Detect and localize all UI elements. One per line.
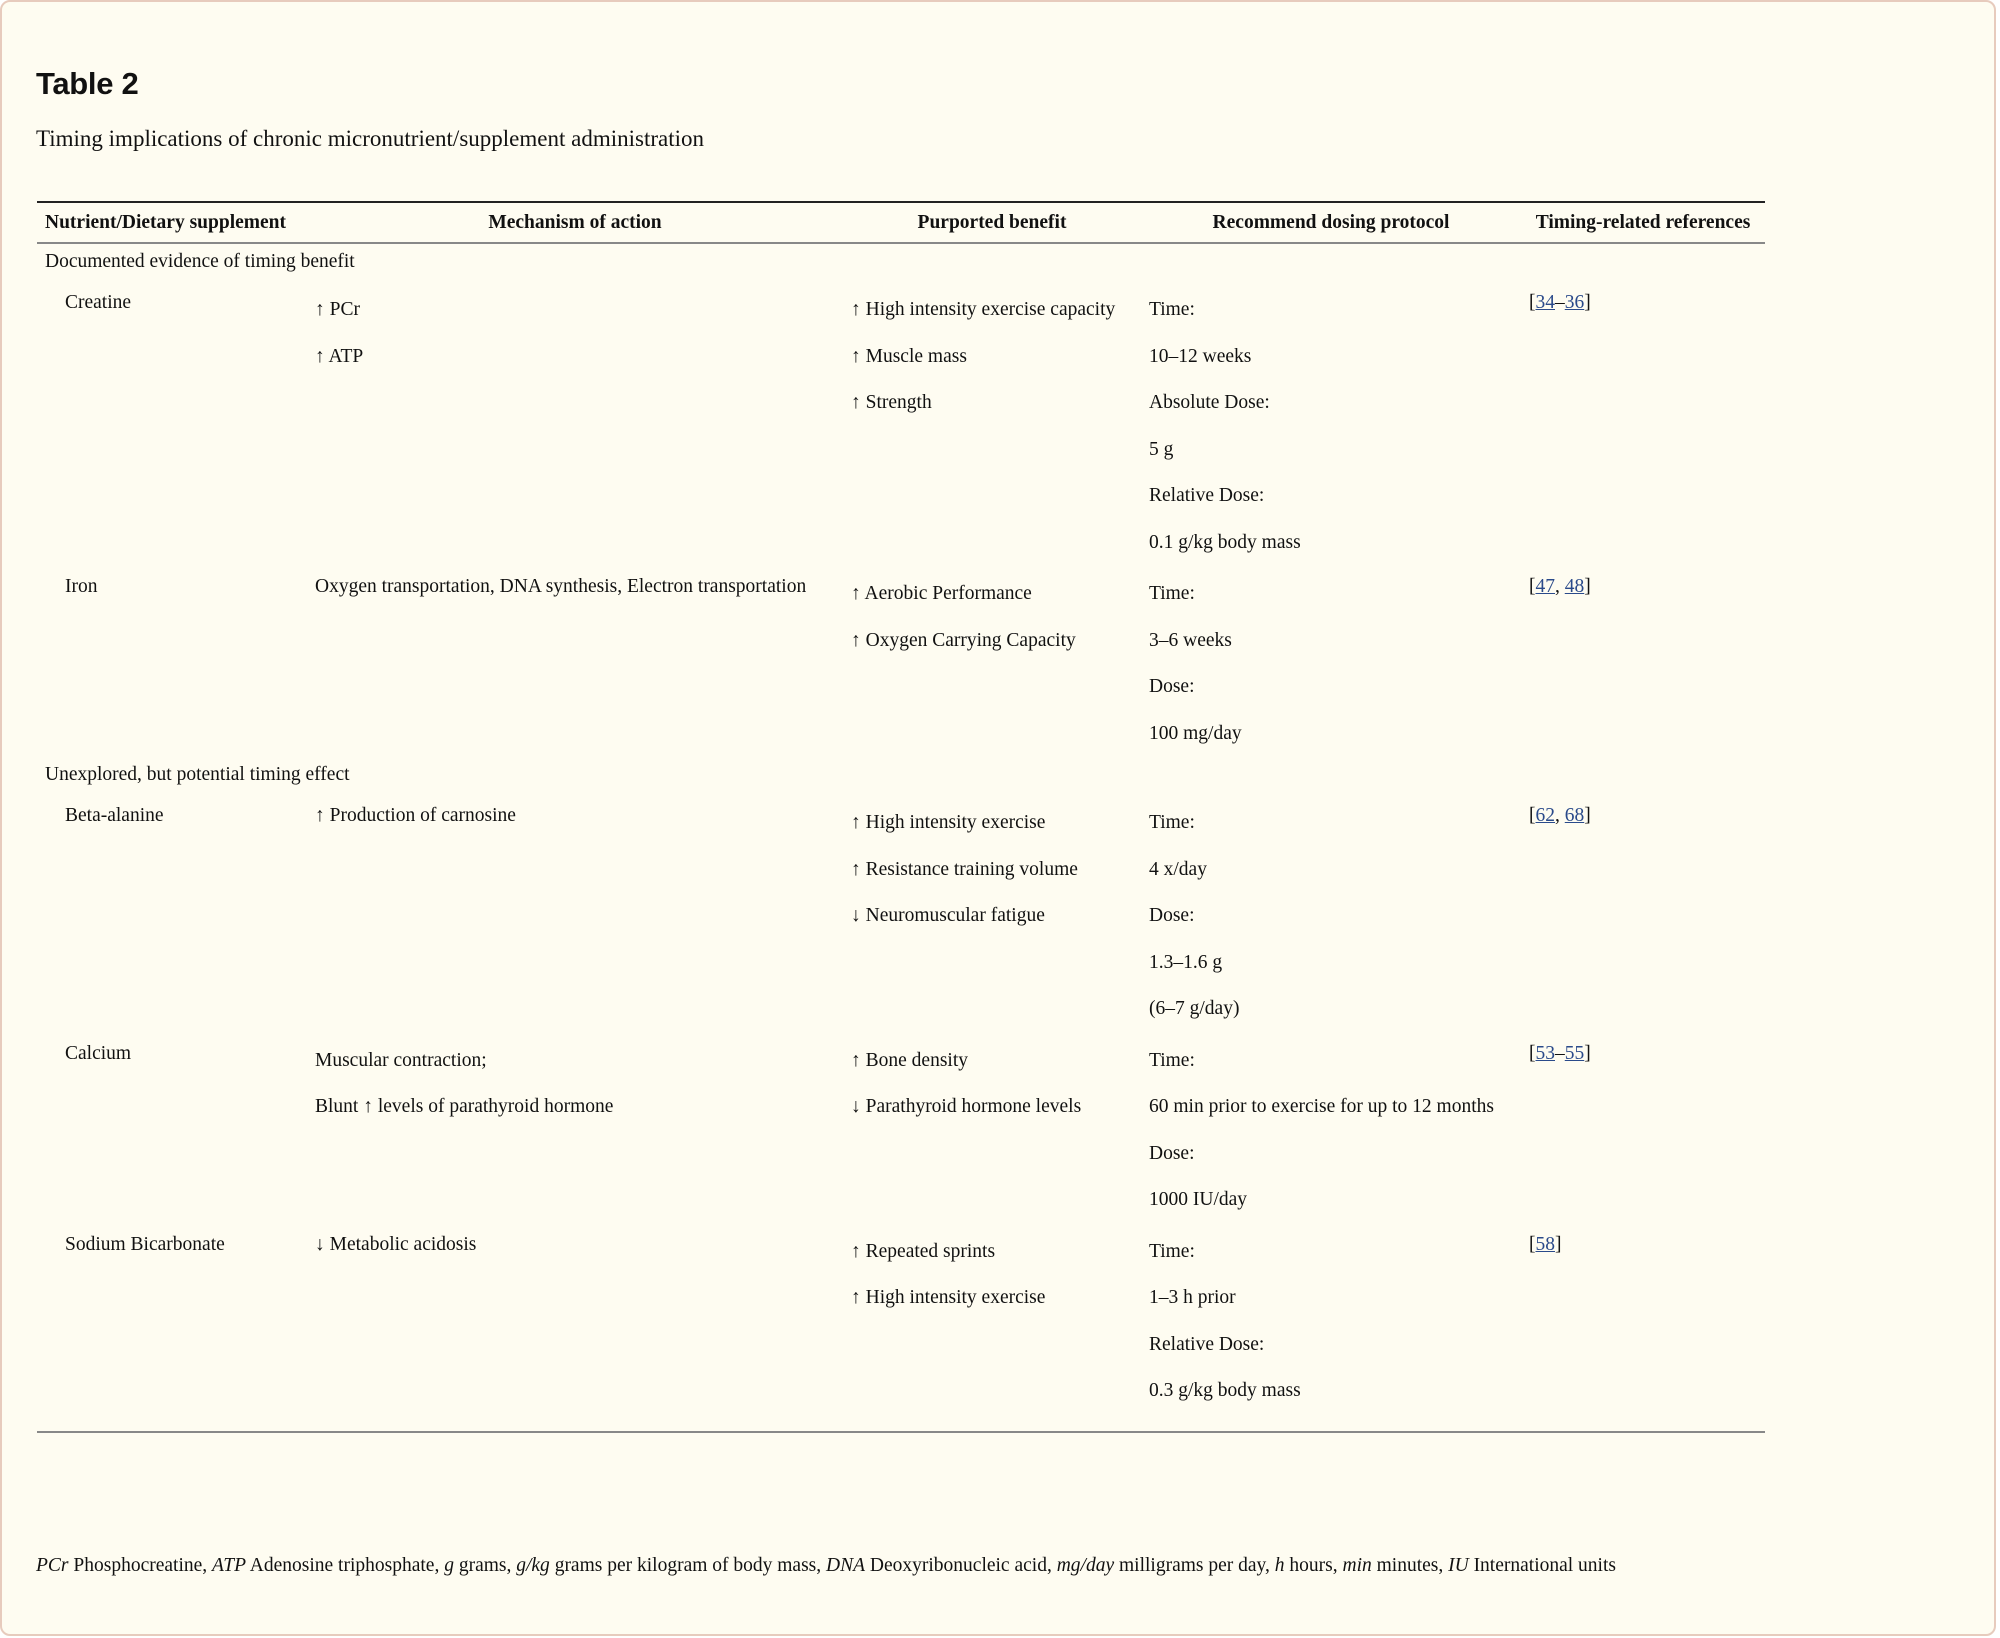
section-label: Documented evidence of timing benefit — [45, 251, 355, 272]
dosing-line: 1000 IU/day — [1149, 1189, 1248, 1210]
dosing-line: Dose: — [1149, 905, 1195, 926]
references-cell — [1521, 282, 1765, 566]
benefit-line: ↑ Repeated sprints — [851, 1240, 996, 1262]
col-header-mechanism: Mechanism of action — [488, 212, 662, 233]
section-label: Unexplored, but potential timing effect — [45, 764, 350, 785]
footnote-def: Deoxyribonucleic acid, — [865, 1555, 1057, 1576]
bracket: [ — [1529, 1042, 1536, 1064]
reference-link[interactable]: 58 — [1535, 1233, 1555, 1255]
mechanism-line: ↑ PCr — [315, 299, 360, 320]
separator: – — [1555, 292, 1565, 313]
footnote-abbr: g — [444, 1555, 454, 1576]
mechanism-cell — [307, 1033, 843, 1224]
benefit-line: ↓ Neuromuscular fatigue — [851, 905, 1045, 926]
references-cell — [1521, 795, 1765, 1033]
footnote-abbr: h — [1274, 1555, 1285, 1576]
bracket: ] — [1584, 805, 1591, 826]
table-row — [37, 282, 1765, 566]
nutrient-name: Sodium Bicarbonate — [65, 1233, 225, 1255]
bracket: [ — [1529, 292, 1536, 313]
references-cell — [1521, 1033, 1765, 1224]
mechanism-line: Blunt ↑ levels of parathyroid hormone — [315, 1096, 614, 1117]
table-row — [37, 1224, 1765, 1432]
dosing-line: 60 min prior to exercise for up to 12 months — [1149, 1096, 1494, 1117]
mechanism-cell: Oxygen transportation, DNA synthesis, Electron transportation — [315, 576, 807, 597]
benefit-line: ↑ Oxygen Carrying Capacity — [851, 629, 1076, 651]
footnote-def: Adenosine triphosphate, — [245, 1555, 445, 1576]
reference-link[interactable]: 68 — [1564, 805, 1585, 826]
footnote-abbr: PCr — [36, 1555, 69, 1576]
col-header-dosing: Recommend dosing protocol — [1212, 212, 1450, 233]
footnote-abbr: IU — [1448, 1555, 1469, 1576]
reference-link[interactable]: 62 — [1535, 805, 1555, 826]
bracket: ] — [1584, 576, 1591, 597]
dosing-line: 1–3 h prior — [1149, 1287, 1236, 1308]
dosing-cell — [1141, 1033, 1521, 1224]
col-header-nutrient: Nutrient/Dietary supplement — [45, 212, 287, 233]
footnote-abbr: min — [1342, 1555, 1372, 1576]
footnote-def: milligrams per day, — [1114, 1555, 1275, 1576]
bracket: [ — [1529, 576, 1536, 597]
bracket: ] — [1555, 1233, 1562, 1255]
benefit-line: ↑ Strength — [851, 392, 932, 413]
references-cell — [1521, 1224, 1765, 1432]
dosing-line: Dose: — [1149, 676, 1195, 697]
separator: , — [1555, 576, 1565, 597]
mechanism-line: Muscular contraction; — [315, 1049, 487, 1071]
dosing-cell — [1141, 566, 1521, 757]
benefit-cell — [843, 795, 1141, 1033]
reference-link[interactable]: 48 — [1564, 576, 1585, 597]
footnote-def: grams per kilogram of body mass, — [549, 1555, 827, 1576]
nutrient-name: Creatine — [65, 292, 132, 313]
mechanism-cell: ↓ Metabolic acidosis — [315, 1233, 477, 1255]
nutrient-name: Calcium — [65, 1042, 132, 1064]
dosing-line: Time: — [1149, 583, 1195, 604]
reference-link[interactable]: 47 — [1535, 576, 1555, 597]
benefit-line: ↑ Resistance training volume — [851, 858, 1078, 880]
section-row — [37, 757, 1765, 795]
bracket: [ — [1529, 805, 1536, 826]
col-header-benefit: Purported benefit — [917, 212, 1067, 233]
dosing-line: Relative Dose: — [1149, 485, 1265, 506]
benefit-line: ↑ Muscle mass — [851, 345, 967, 367]
dosing-cell — [1141, 282, 1521, 566]
dosing-line: (6–7 g/day) — [1149, 998, 1240, 1019]
footnote-def: grams, — [453, 1555, 517, 1576]
benefit-line: ↑ High intensity exercise — [851, 812, 1046, 833]
reference-link[interactable]: 36 — [1564, 292, 1585, 313]
dosing-line: 10–12 weeks — [1149, 345, 1252, 367]
bracket: ] — [1584, 1042, 1591, 1064]
table-footnote — [36, 1555, 1616, 1577]
reference-link[interactable]: 34 — [1535, 292, 1555, 313]
nutrient-name: Iron — [65, 576, 98, 597]
table-row — [37, 795, 1765, 1033]
references-cell — [1521, 566, 1765, 757]
dosing-line: Absolute Dose: — [1149, 392, 1270, 413]
benefit-line: ↑ Bone density — [851, 1049, 968, 1071]
table-caption: Timing implications of chronic micronutrient/supplement administration — [36, 126, 704, 151]
mechanism-line: ↑ ATP — [315, 345, 364, 367]
benefit-cell — [843, 1033, 1141, 1224]
dosing-line: Time: — [1149, 1240, 1195, 1262]
footnote-def: Phosphocreatine, — [68, 1555, 213, 1576]
benefit-cell — [843, 1224, 1141, 1432]
dosing-cell — [1141, 795, 1521, 1033]
dosing-line: Dose: — [1149, 1142, 1195, 1164]
table-row — [37, 566, 1765, 757]
benefit-cell — [843, 566, 1141, 757]
benefit-line: ↑ High intensity exercise — [851, 1287, 1046, 1308]
dosing-line: 0.1 g/kg body mass — [1149, 531, 1301, 553]
reference-link[interactable]: 55 — [1564, 1042, 1585, 1064]
benefit-line: ↓ Parathyroid hormone levels — [851, 1096, 1082, 1117]
nutrient-name: Beta-alanine — [65, 805, 164, 826]
footnote-def: International units — [1468, 1555, 1616, 1576]
col-header-references: Timing-related references — [1535, 212, 1751, 233]
dosing-line: 3–6 weeks — [1149, 629, 1232, 651]
dosing-line: Relative Dose: — [1149, 1333, 1265, 1355]
dosing-line: 5 g — [1149, 438, 1174, 460]
footnote-abbr: DNA — [826, 1555, 866, 1576]
section-row — [37, 243, 1765, 282]
dosing-line: 0.3 g/kg body mass — [1149, 1380, 1301, 1401]
footnote-abbr: ATP — [212, 1555, 246, 1576]
footnote-abbr: g/kg — [516, 1555, 550, 1576]
footnote-def: minutes, — [1371, 1555, 1449, 1576]
data-table — [37, 201, 1765, 1433]
dosing-line: 4 x/day — [1149, 858, 1207, 880]
mechanism-cell — [307, 282, 843, 566]
bracket: [ — [1529, 1233, 1536, 1255]
dosing-line: Time: — [1149, 1049, 1195, 1071]
table-title: Table 2 — [36, 66, 139, 101]
dosing-line: 100 mg/day — [1149, 722, 1242, 744]
benefit-cell — [843, 282, 1141, 566]
separator: – — [1555, 1042, 1565, 1064]
dosing-cell — [1141, 1224, 1521, 1432]
bracket: ] — [1584, 292, 1591, 313]
benefit-line: ↑ High intensity exercise capacity — [851, 299, 1116, 320]
mechanism-cell: ↑ Production of carnosine — [315, 805, 516, 826]
reference-link[interactable]: 53 — [1535, 1042, 1555, 1064]
dosing-line: Time: — [1149, 812, 1195, 833]
footnote-abbr: mg/day — [1056, 1555, 1115, 1576]
header-row — [37, 202, 1765, 243]
benefit-line: ↑ Aerobic Performance — [851, 583, 1032, 604]
footnote-def: hours, — [1284, 1555, 1343, 1576]
dosing-line: 1.3–1.6 g — [1149, 951, 1223, 973]
table-bottom-rule — [37, 1432, 1765, 1433]
dosing-line: Time: — [1149, 299, 1195, 320]
separator: , — [1555, 805, 1565, 826]
table-row — [37, 1033, 1765, 1224]
